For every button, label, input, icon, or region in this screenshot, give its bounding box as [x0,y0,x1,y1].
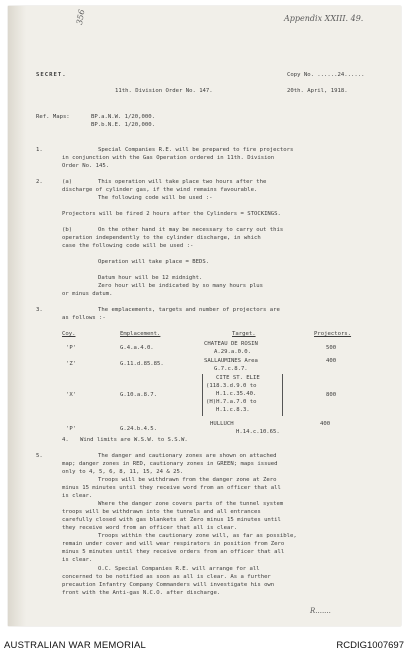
table-cell-target: CHATEAU DE ROSIN [204,341,258,347]
archive-id: RCDIG1007697 [336,640,404,651]
para4-number: 4. [62,437,69,443]
order-title: 11th. Division Order No. 147. [115,88,213,94]
para5-line: The danger and cautionary zones are shown on attached [98,453,277,459]
para5-line: Troops within the cautionary zone will, as far as possible, [98,533,297,539]
para5-line: front with the Anti-gas N.C.O. after discharge. [62,590,221,596]
para1-number: 1. [36,147,43,153]
table-cell-target: G.7.c.8.7. [214,366,248,372]
para2b-label: (b) [62,227,73,233]
col-header-emplacement: Emplacement. [120,331,161,337]
bracket-left [202,374,203,416]
para1-line: Special Companies R.E. will be prepared to fire projectors [98,147,294,153]
table-cell-projectors: 800 [326,392,337,398]
table-cell-coy: 'P' [66,345,77,351]
para2b-datum: Datum hour will be 12 midnight. [98,275,203,281]
para5-line: troops will be withdrawn into the tunnels and all entrances [62,509,261,515]
order-date: 20th. April, 1918. [287,88,348,94]
para3-intro: as follows :- [62,315,106,321]
para3-intro: The emplacements, targets and number of projectors are [98,307,280,313]
para2b-line: On the other hand it may be necessary to carry out this [98,227,284,233]
table-cell-projectors: 500 [326,345,337,351]
para2a-line: This operation will take place two hours after the [98,179,267,185]
para5-line: precaution Infantry Company Commanders will investigate his own [62,582,275,588]
col-header-coy: Coy. [62,331,76,337]
para4-text: Wind limits are W.S.W. to S.S.W. [80,437,188,443]
col-header-target: Target. [232,331,256,337]
para5-number: 5. [36,453,43,459]
stamp-number: 356 [75,8,87,26]
para2a-line: discharge of cylinder gas, if the wind remains favourable. [62,187,258,193]
table-cell-target: CITE ST. ELIE [216,375,260,381]
para5-line: only to 4, 5, 6, 8, 11, 15, 24 & 25. [62,469,184,475]
para1-line: Order No. 145. [62,163,110,169]
para1-line: in conjunction with the Gas Operation ordered in 11th. Division [62,155,275,161]
ref-maps-label: Ref. Maps: [36,114,70,120]
para2b-datum: Zero hour will be indicated by so many hours plus [98,283,264,289]
para2a-label: (a) [62,179,73,185]
para2b-datum: or minus datum. [62,291,113,297]
para5-line: Where the danger zone covers parts of the tunnel system [98,501,284,507]
para5-line: remain under cover and will wear respirators in position from Zero [62,541,285,547]
archive-name: AUSTRALIAN WAR MEMORIAL [4,640,147,651]
para5-line: Troops will be withdrawn from the danger zone at Zero [98,477,277,483]
para5-line: they receive word from an officer that all is clear. [62,525,238,531]
page-shadow-edge [8,6,26,626]
signature: R....... [310,607,331,615]
table-cell-coy: 'Z' [66,361,77,367]
table-cell-coy: 'X' [66,392,77,398]
table-cell-projectors: 400 [320,421,331,427]
para5-line: minus 15 minutes until they receive word from an officer that all [62,485,281,491]
table-cell-target: (118.3.d.9.0 to [206,383,257,389]
table-cell-emplacement: G.10.a.8.7. [120,392,158,398]
para3-number: 3. [36,307,43,313]
para2-number: 2. [36,179,43,185]
table-cell-target: H.14.c.10.65. [236,429,280,435]
table-cell-target: A.29.a.0.0. [214,349,252,355]
archive-footer [0,628,410,654]
para2a-line: The following code will be used :- [98,195,213,201]
table-cell-emplacement: G.11.d.85.85. [120,361,164,367]
bracket-right [282,374,283,416]
ref-map-1: BP.a.N.W. 1/20,000. [91,114,155,120]
para2b-line: operation independently to the cylinder discharge, in which [62,235,261,241]
table-cell-target: SALLAUMINES Area [204,358,258,364]
para5-line: map; danger zones in RED, cautionary zones in GREEN; maps issued [62,461,278,467]
para5-line: O.C. Special Companies R.E. will arrange for all [98,566,260,572]
table-cell-coy: 'P' [66,426,77,432]
col-header-projectors: Projectors. [314,331,352,337]
para5-line: carefully closed with gas blankets at Zero minus 15 minutes until [62,517,281,523]
para2a-projectors: Projectors will be fired 2 hours after the Cylinders = STOCKINGS. [62,211,281,217]
table-cell-projectors: 400 [326,358,337,364]
para5-line: is clear. [62,493,93,499]
para5-line: concerned to be notified as soon as all is clear. As a further [62,574,271,580]
para2b-code: Operation will take place = BEDS. [98,259,210,265]
table-cell-emplacement: G.4.a.4.0. [120,345,154,351]
table-cell-target: HULLUCH [210,421,234,427]
ref-map-2: BP.b.N.E. 1/20,000. [91,122,155,128]
table-cell-target: H.1.c.35.40. [216,391,257,397]
table-cell-target: (H)H.7.a.7.0 to [206,399,257,405]
para5-line: minus 5 minutes until they receive orders from an officer that all [62,549,285,555]
copy-number: Copy No. ......24...... [287,72,365,78]
para2b-line: case the following code will be used :- [62,243,194,249]
para5-line: is clear. [62,557,93,563]
table-cell-emplacement: G.24.b.4.5. [120,426,158,432]
secret-label: SECRET. [36,72,67,78]
appendix-note: Appendix XXIII. 49. [284,14,364,23]
table-cell-target: H.1.c.8.3. [216,407,250,413]
